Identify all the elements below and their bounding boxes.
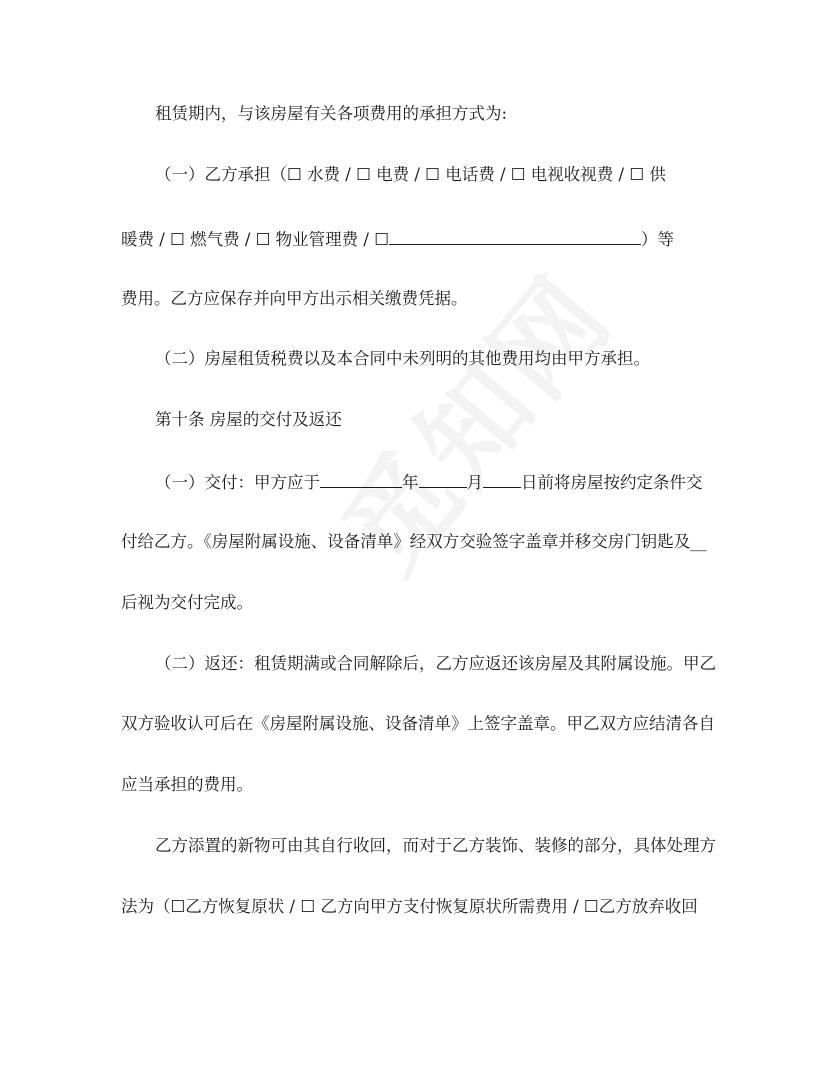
paragraph-fees-tenant-line1: （一）乙方承担（☐ 水费 / ☐ 电费 / ☐ 电话费 / ☐ 电视收视费 / ☐ 供 <box>155 165 666 184</box>
paragraph-fees-tenant-line2 <box>121 227 721 251</box>
delivery-day-blank[interactable] <box>483 470 521 488</box>
paragraph-additions-line1: 乙方添置的新物可由其自行收回，而对于乙方装饰、装修的部分，具体处理方 <box>155 836 716 855</box>
paragraph-additions-line2: 法为（☐乙方恢复原状 / ☐ 乙方向甲方支付恢复原状所需费用 / ☐乙方放弃收回 <box>121 897 698 916</box>
other-fee-blank[interactable] <box>389 227 641 245</box>
year-label: 年 <box>402 473 419 492</box>
paragraph-return-line1: （二）返还：租赁期满或合同解除后，乙方应返还该房屋及其附属设施。甲乙 <box>155 654 716 673</box>
paragraph-delivery-line2: 付给乙方。《房屋附属设施、设备清单》经双方交验签字盖章并移交房门钥匙及__ <box>121 532 707 551</box>
paragraph-return-line2: 双方验收认可后在《房屋附属设施、设备清单》上签字盖章。甲乙双方应结清各自 <box>121 714 715 733</box>
fees-tenant-end: ）等 <box>641 230 675 249</box>
paragraph-delivery-line1 <box>155 470 721 494</box>
paragraph-return-line3: 应当承担的费用。 <box>121 775 253 794</box>
paragraph-fees-intro: 租赁期内，与该房屋有关各项费用的承担方式为: <box>155 104 508 123</box>
fees-tenant-text: 暖费 / ☐ 燃气费 / ☐ 物业管理费 / ☐ <box>121 230 390 249</box>
paragraph-fees-tenant-line3: 费用。乙方应保存并向甲方出示相关缴费凭据。 <box>121 289 468 308</box>
paragraph-delivery-line3: 后视为交付完成。 <box>121 593 253 612</box>
delivery-text: （一）交付：甲方应于 <box>155 473 320 492</box>
delivery-month-blank[interactable] <box>419 470 467 488</box>
paragraph-fees-landlord: （二）房屋租赁税费以及本合同中未列明的其他费用均由甲方承担。 <box>155 349 650 368</box>
delivery-year-blank[interactable] <box>320 470 402 488</box>
month-label: 月 <box>466 473 483 492</box>
delivery-text-end: 日前将房屋按约定条件交 <box>521 473 703 492</box>
article-ten-heading: 第十条 房屋的交付及返还 <box>155 410 342 429</box>
